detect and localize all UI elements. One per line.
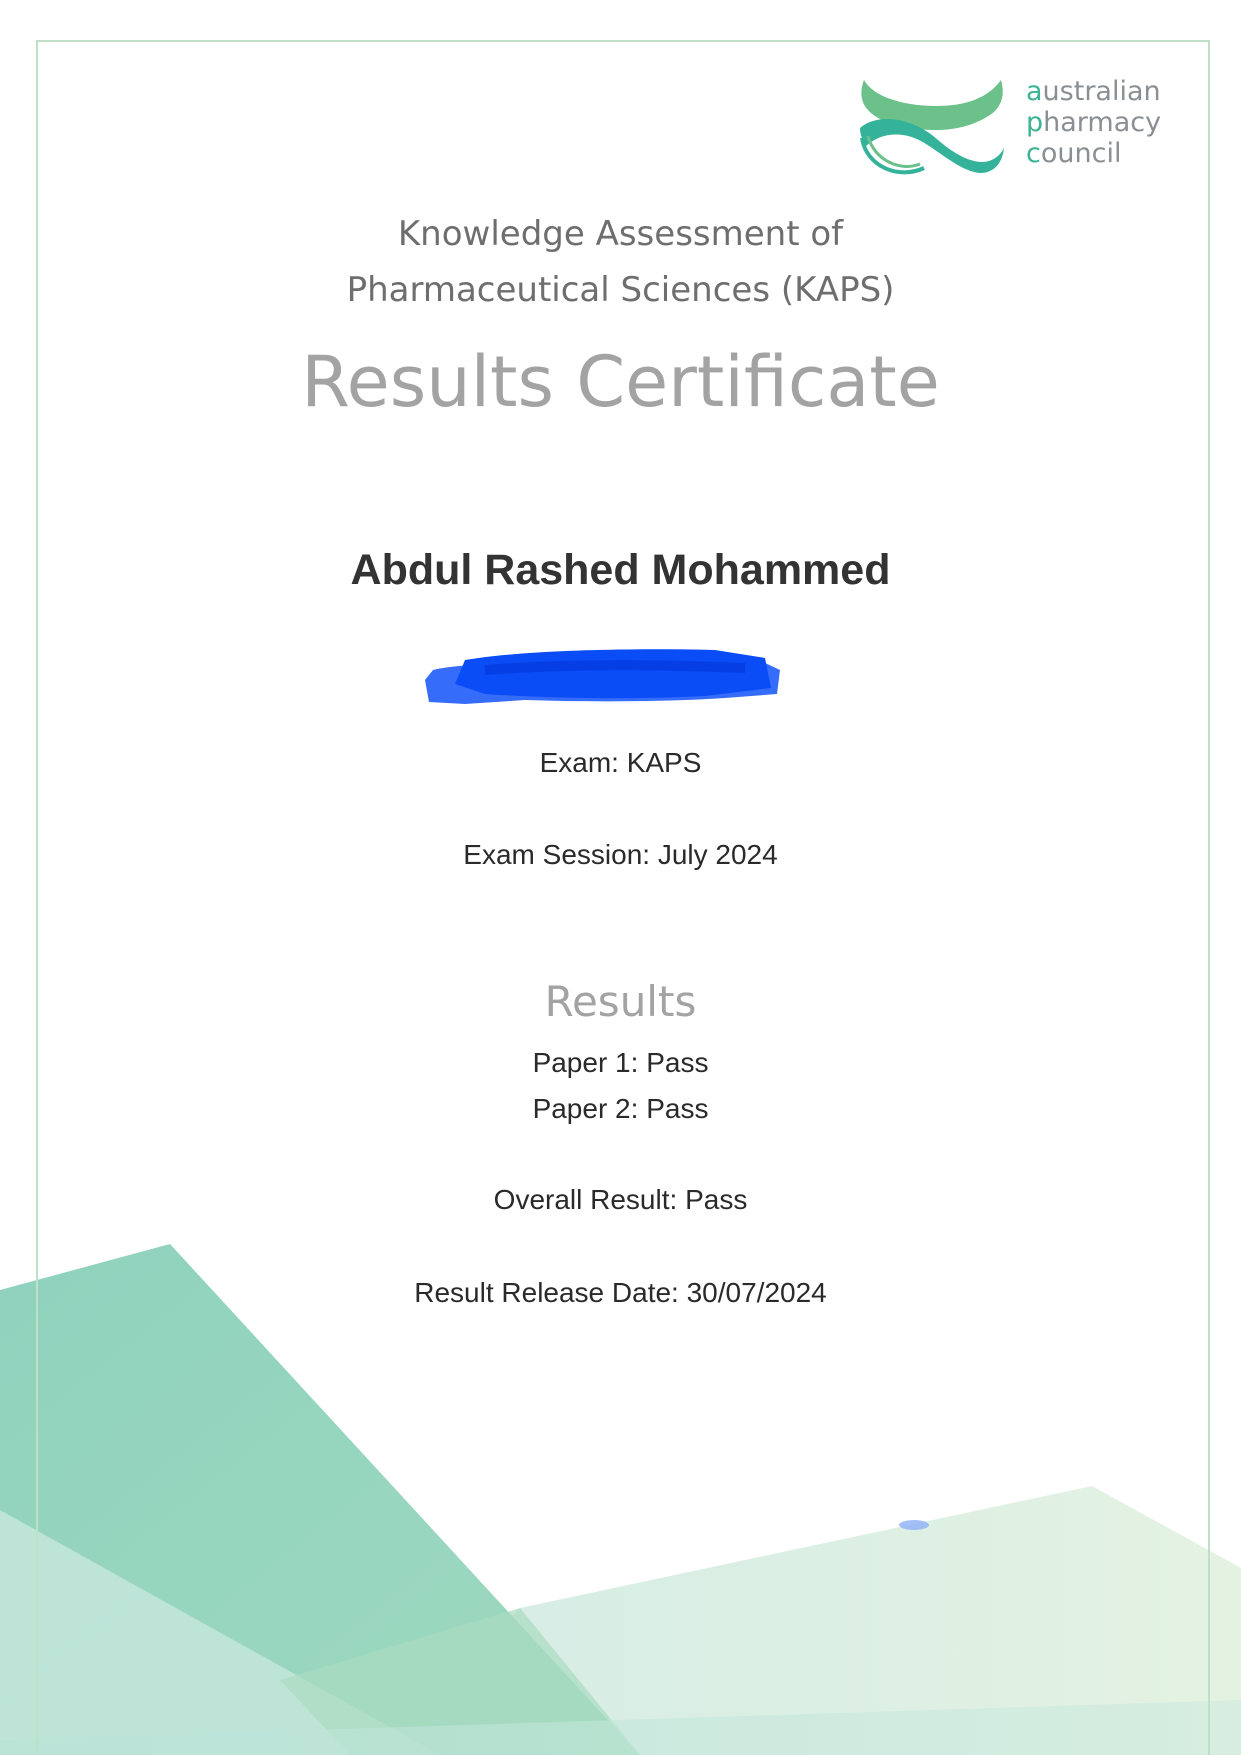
apc-logo-icon bbox=[858, 76, 1008, 180]
candidate-name: Abdul Rashed Mohammed bbox=[350, 546, 891, 594]
exam-label: Exam: KAPS bbox=[539, 747, 702, 778]
certificate-title: Results Certificate bbox=[301, 341, 940, 423]
results-heading: Results bbox=[544, 977, 697, 1026]
exam-session-label: Exam Session: July 2024 bbox=[463, 839, 778, 870]
subtitle-line-2: Pharmaceutical Sciences (KAPS) bbox=[346, 270, 895, 310]
redaction-mark bbox=[425, 640, 780, 706]
result-release-date: Result Release Date: 30/07/2024 bbox=[414, 1277, 827, 1308]
overall-result: Overall Result: Pass bbox=[493, 1184, 748, 1215]
subtitle-line-1: Knowledge Assessment of bbox=[397, 214, 844, 254]
paper-2-result: Paper 2: Pass bbox=[532, 1093, 709, 1124]
apc-logo-wordmark: australian pharmacy council bbox=[1026, 76, 1162, 169]
exam-full-name bbox=[0, 206, 1241, 318]
apc-logo bbox=[858, 76, 1178, 180]
paper-1-result: Paper 1: Pass bbox=[532, 1047, 709, 1078]
